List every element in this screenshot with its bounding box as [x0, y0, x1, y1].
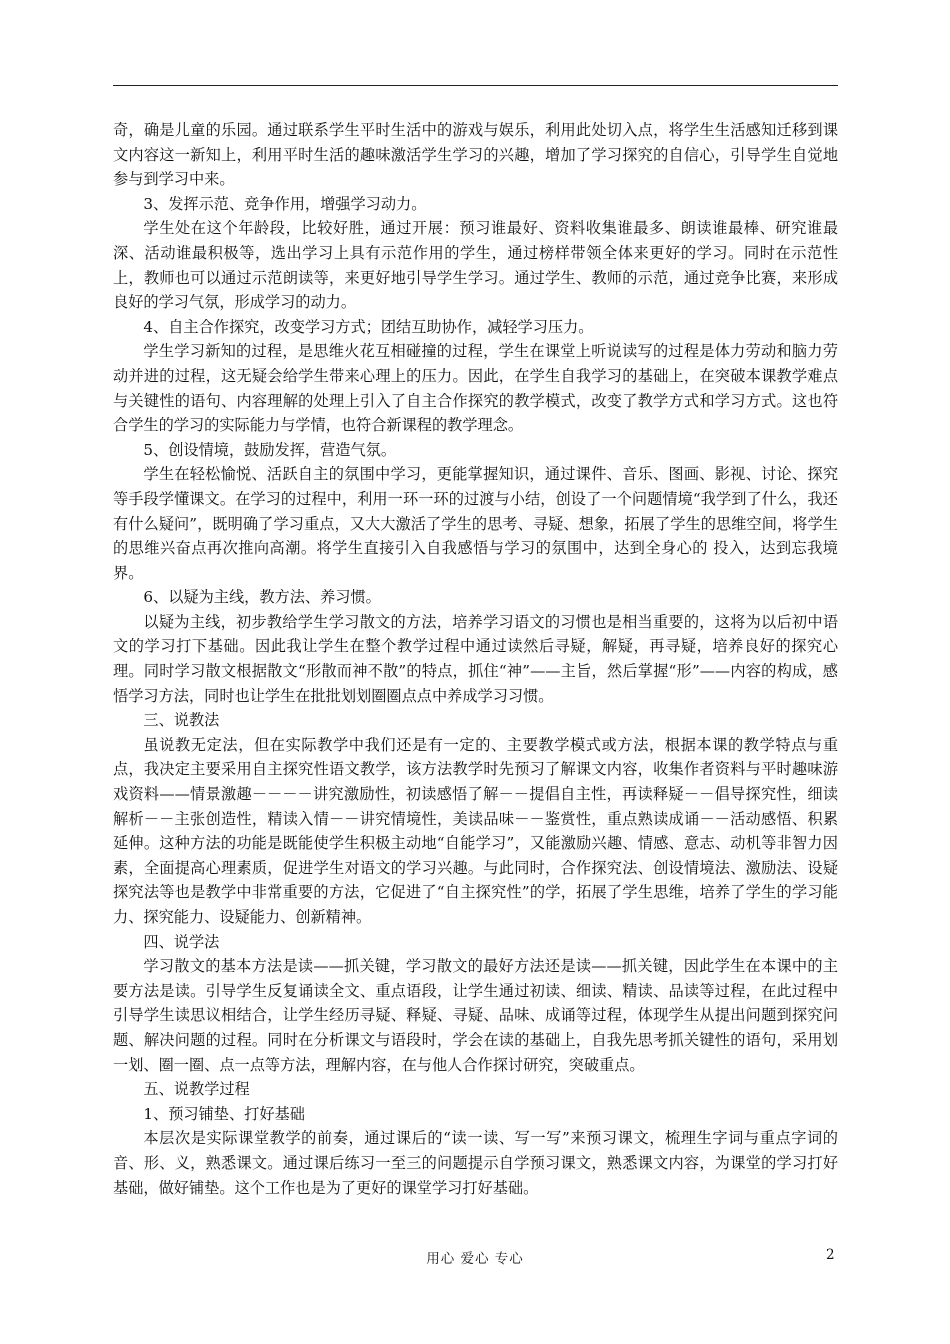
paragraph: 1、预习铺垫、打好基础: [143, 1104, 305, 1123]
paragraph: 三、说教法: [143, 711, 220, 730]
paragraph: 五、说教学过程: [143, 1080, 250, 1099]
paragraph: 四、说学法: [143, 932, 220, 951]
paragraph: 学习散文的基本方法是读——抓关键，学习散文的最好方法还是读——抓关键，因此学生在本课中的主要方法是读。引导学生反复诵读全文、重点语段，让学生通过初读、细读、精读、品读等过程，在此过程中引导学生读思议相结合，让学生经历寻疑、释疑、寻疑、品味、成诵等过程，体现学生从提出问题到探究问题、解决问题的过程。同时在分析课文与语段时，学会在读的基础上，自我先思考抓关键性的语句，采用划一划、圈一圈、点一点等方法，理解内容，在与他人合作探讨研究，突破重点。: [113, 957, 838, 1074]
paragraph: 本层次是实际课堂教学的前奏，通过课后的“读一读、写一写”来预习课文，梳理生字词与重点字词的音、形、义，熟悉课文。通过课后练习一至三的问题提示自学预习课文，熟悉课文内容，为课堂的学习打好基础，做好铺垫。这个工作也是为了更好的课堂学习打好基础。: [113, 1129, 838, 1197]
paragraph: 3、发挥示范、竞争作用，增强学习动力。: [143, 194, 427, 213]
page-number: 2: [826, 1247, 835, 1263]
paragraph: 奇，确是儿童的乐园。通过联系学生平时生活中的游戏与娱乐，利用此处切入点，将学生生活感知迁移到课文内容这一新知上，利用平时生活的趣味激活学生学习的兴趣，增加了学习探究的自信心，引导学生自觉地参与到学习中来。: [113, 121, 838, 189]
document-body: [113, 118, 838, 1200]
paragraph: 虽说教无定法，但在实际教学中我们还是有一定的、主要教学模式或方法，根据本课的教学特点与重点，我决定主要采用自主探究性语文教学，该方法教学时先预习了解课文内容，收集作者资料与平时趣味游戏资料——情景激趣－－－－讲究激励性，初读感悟了解－－提倡自主性，再读释疑－－倡导探究性，细读解析－－主张创造性，精读入情－－讲究情境性，美读品味－－鉴赏性，重点熟读成诵－－活动感悟、积累延伸。这种方法的功能是既能使学生积极主动地“自能学习”，又能激励兴趣、情感、意志、动机等非智力因素，全面提高心理素质，促进学生对语文的学习兴趣。与此同时，合作探究法、创设情境法、激励法、设疑探究法等也是教学中非常重要的方法，它促进了“自主探究性”的学，拓展了学生思维，培养了学生的学习能力、探究能力、设疑能力、创新精神。: [113, 735, 838, 926]
footer-text: 用心 爱心 专心: [426, 1251, 524, 1267]
paragraph: 学生处在这个年龄段，比较好胜，通过开展：预习谁最好、资料收集谁最多、朗读谁最棒、研究谁最深、活动谁最积极等，选出学习上具有示范作用的学生，通过榜样带领全体来更好的学习。同时在示范性上，教师也可以通过示范朗读等，来更好地引导学生学习。通过学生、教师的示范，通过竞争比赛，来形成良好的学习气氛，形成学习的动力。: [113, 219, 838, 312]
paragraph: 6、以疑为主线，教方法、养习惯。: [143, 588, 381, 607]
paragraph: 4、自主合作探究，改变学习方式；团结互助协作，减轻学习压力。: [143, 317, 594, 336]
paragraph: 学生学习新知的过程，是思维火花互相碰撞的过程，学生在课堂上听说读写的过程是体力劳动和脑力劳动并进的过程，这无疑会给学生带来心理上的压力。因此，在学生自我学习的基础上，在突破本课教学难点与关键性的语句、内容理解的处理上引入了自主合作探究的教学模式，改变了教学方式和学习方式。这也符合学生的学习的实际能力与学情，也符合新课程的教学理念。: [113, 342, 838, 435]
paragraph: 以疑为主线，初步教给学生学习散文的方法，培养学习语文的习惯也是相当重要的，这将为以后初中语文的学习打下基础。因此我让学生在整个教学过程中通过读然后寻疑，解疑，再寻疑，培养良好的探究心理。同时学习散文根据散文“形散而神不散”的特点，抓住“神”——主旨，然后掌握“形”——内容的构成，感悟学习方法，同时也让学生在批批划划圈圈点点中养成学习习惯。: [113, 612, 838, 705]
paragraph: 5、创设情境，鼓励发挥，营造气氛。: [143, 440, 397, 459]
header-rule: [113, 85, 838, 86]
paragraph: 学生在轻松愉悦、活跃自主的氛围中学习，更能掌握知识，通过课件、音乐、图画、影视、讨论、探究等手段学懂课文。在学习的过程中，利用一环一环的过渡与小结，创设了一个问题情境“我学到了什么，我还有什么疑问”，既明确了学习重点，又大大激活了学生的思考、寻疑、想象，拓展了学生的思维空间，将学生的思维兴奋点再次推向高潮。将学生直接引入自我感悟与学习的氛围中，达到全身心的 投入，达到忘我境界。: [113, 465, 838, 582]
